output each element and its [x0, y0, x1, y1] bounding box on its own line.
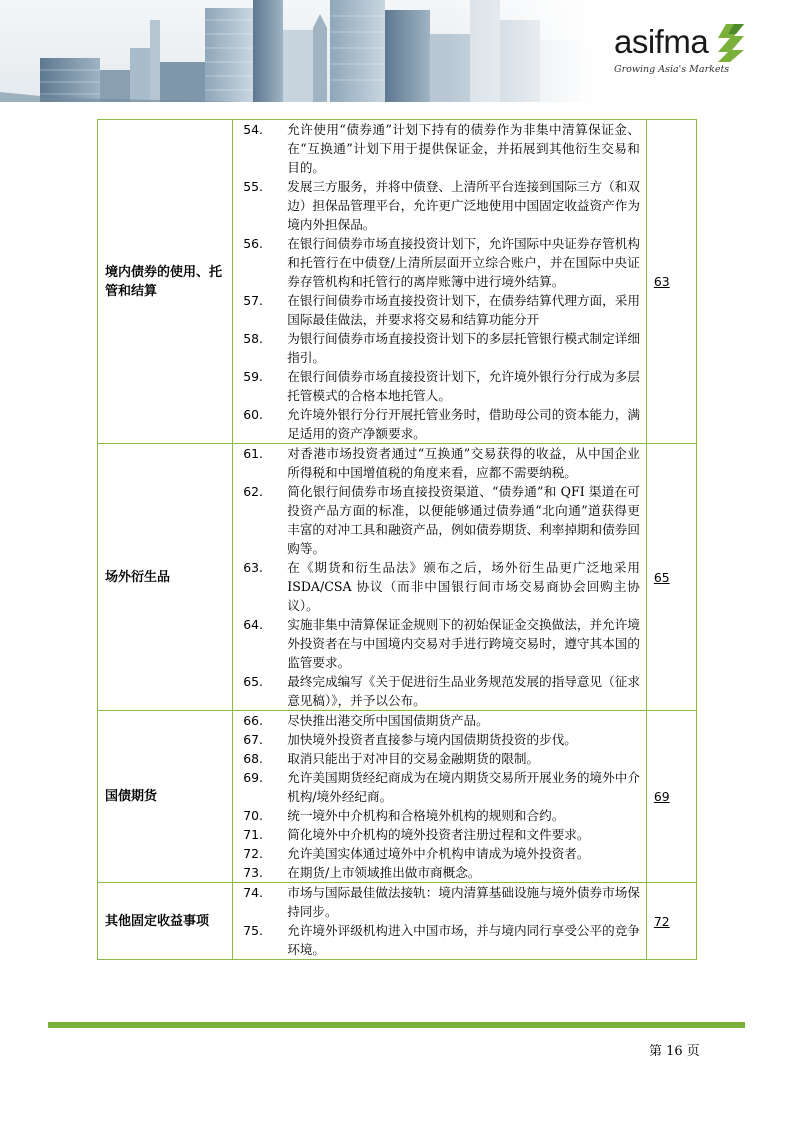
item-number: 72. [243, 846, 263, 861]
list-item [233, 672, 640, 710]
item-number: 62. [243, 484, 263, 499]
item-number: 70. [243, 808, 263, 823]
item-number: 74. [243, 885, 263, 900]
item-text: 加快境外投资者直接参与境内国债期货投资的步伐。 [287, 732, 577, 747]
page-reference-link[interactable]: 65 [646, 444, 696, 711]
list-item [233, 367, 640, 405]
item-text: 允许境外银行分行开展托管业务时，借助母公司的资本能力，满足适用的资产净额要求。 [287, 407, 640, 441]
topic-cell: 场外衍生品 [98, 444, 233, 711]
item-number: 63. [243, 560, 263, 575]
item-text: 简化银行间债券市场直接投资渠道、“债券通”和 QFI 渠道在可投资产品方面的标准，以便能够通过债券通“北向通”道获得更丰富的对冲工具和融资产品，例如债券期货、利率掉期和债券回购等。 [287, 484, 640, 556]
item-number: 69. [243, 770, 263, 785]
table-row [98, 711, 697, 883]
list-item [233, 825, 640, 844]
list-item [233, 921, 640, 959]
logo-tagline: Growing Asia's Markets [614, 64, 730, 75]
item-text: 允许使用“债券通”计划下持有的债券作为非集中清算保证金、在“互换通”计划下用于提供保证金，并拓展到其他衍生交易和目的。 [287, 122, 640, 175]
item-text: 市场与国际最佳做法接轨：境内清算基础设施与境外债券市场保持同步。 [287, 885, 640, 919]
table-row [98, 120, 697, 444]
page-reference-link[interactable]: 63 [646, 120, 696, 444]
list-item [233, 558, 640, 615]
list-item [233, 329, 640, 367]
logo-chevron-icon [716, 22, 746, 62]
list-item [233, 768, 640, 806]
item-number: 58. [243, 331, 263, 346]
item-number: 73. [243, 865, 263, 880]
items-cell [233, 883, 647, 960]
footer-bar [48, 1022, 745, 1028]
items-cell [233, 711, 647, 883]
item-number: 56. [243, 236, 263, 251]
item-number: 68. [243, 751, 263, 766]
item-text: 在《期货和衍生品法》颁布之后，场外衍生品更广泛地采用 ISDA/CSA 协议（而非中国银行间市场交易商协会回购主协议）。 [287, 560, 640, 613]
list-item [233, 234, 640, 291]
item-number: 60. [243, 407, 263, 422]
item-number: 55. [243, 179, 263, 194]
list-item [233, 615, 640, 672]
asifma-logo [612, 22, 762, 82]
list-item [233, 711, 640, 730]
recommendations-table [97, 119, 697, 960]
item-number: 71. [243, 827, 263, 842]
city-skyline-image [0, 0, 600, 102]
topic-cell: 其他固定收益事项 [98, 883, 233, 960]
list-item [233, 444, 640, 482]
item-number: 75. [243, 923, 263, 938]
item-text: 取消只能出于对冲目的交易金融期货的限制。 [287, 751, 540, 766]
item-text: 在银行间债券市场直接投资计划下，允许境外银行分行成为多层托管模式的合格本地托管人。 [287, 369, 640, 403]
item-text: 允许美国实体通过境外中介机构申请成为境外投资者。 [287, 846, 590, 861]
page-number: 第 16 页 [649, 1044, 700, 1059]
list-item [233, 120, 640, 177]
item-number: 59. [243, 369, 263, 384]
list-item [233, 482, 640, 558]
item-text: 简化境外中介机构的境外投资者注册过程和文件要求。 [287, 827, 590, 842]
item-number: 67. [243, 732, 263, 747]
item-text: 对香港市场投资者通过“互换通”交易获得的收益，从中国企业所得税和中国增值税的角度来看，应都不需要纳税。 [287, 446, 640, 480]
item-text: 最终完成编写《关于促进衍生品业务规范发展的指导意见（征求意见稿）》，并予以公布。 [287, 674, 640, 708]
topic-cell: 境内债券的使用、托管和结算 [98, 120, 233, 444]
item-text: 在银行间债券市场直接投资计划下，在债券结算代理方面，采用国际最佳做法，并要求将交易和结算功能分开 [287, 293, 640, 327]
header-banner [0, 0, 600, 102]
items-cell [233, 120, 647, 444]
item-number: 64. [243, 617, 263, 632]
item-text: 统一境外中介机构和合格境外机构的规则和合约。 [287, 808, 565, 823]
item-text: 在期货/上市领域推出做市商概念。 [287, 865, 481, 880]
logo-wordmark: asifma [614, 23, 709, 60]
table-row [98, 444, 697, 711]
item-text: 在银行间债券市场直接投资计划下，允许国际中央证券存管机构和托管行在中债登/上清所层面开立综合账户，并在国际中央证券存管机构和托管行的离岸账簿中进行境外结算。 [287, 236, 640, 289]
item-number: 54. [243, 122, 263, 137]
list-item [233, 405, 640, 443]
item-text: 实施非集中清算保证金规则下的初始保证金交换做法，并允许境外投资者在与中国境内交易对手进行跨境交易时，遵守其本国的监管要求。 [287, 617, 640, 670]
table-row [98, 883, 697, 960]
items-cell [233, 444, 647, 711]
page-reference-link[interactable]: 69 [646, 711, 696, 883]
item-text: 发展三方服务，并将中债登、上清所平台连接到国际三方（和双边）担保品管理平台，允许更广泛地使用中国固定收益资产作为境内外担保品。 [287, 179, 640, 232]
list-item [233, 844, 640, 863]
item-number: 57. [243, 293, 263, 308]
item-number: 65. [243, 674, 263, 689]
item-text: 为银行间债券市场直接投资计划下的多层托管银行模式制定详细指引。 [287, 331, 640, 365]
item-number: 66. [243, 713, 263, 728]
item-text: 允许美国期货经纪商成为在境内期货交易所开展业务的境外中介机构/境外经纪商。 [287, 770, 640, 804]
list-item [233, 291, 640, 329]
item-text: 允许境外评级机构进入中国市场，并与境内同行享受公平的竞争环境。 [287, 923, 640, 957]
topic-cell: 国债期货 [98, 711, 233, 883]
list-item [233, 749, 640, 768]
list-item [233, 806, 640, 825]
list-item [233, 177, 640, 234]
page-reference-link[interactable]: 72 [646, 883, 696, 960]
item-text: 尽快推出港交所中国国债期货产品。 [287, 713, 489, 728]
list-item [233, 883, 640, 921]
list-item [233, 863, 640, 882]
item-number: 61. [243, 446, 263, 461]
list-item [233, 730, 640, 749]
